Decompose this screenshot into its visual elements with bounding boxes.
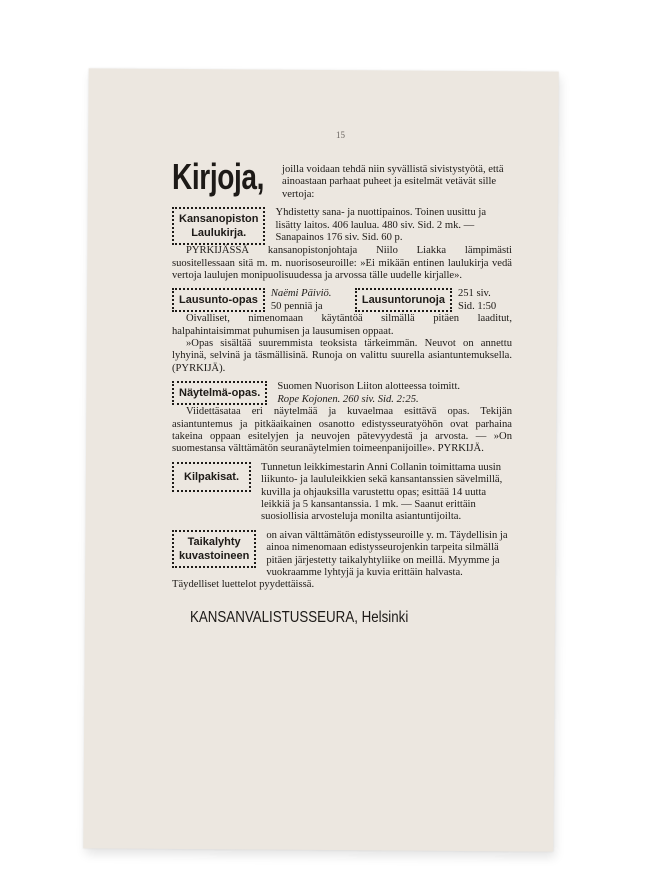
book-review: Oivalliset, nimenomaan käytäntöä silmällä pitäen laaditut, halpahintaisimmat puhumisen ja lausumisen oppaat. bbox=[172, 313, 512, 337]
book-label-line1: Kansanopiston bbox=[179, 213, 259, 226]
book-label-box: Kilpakisat. bbox=[172, 462, 251, 492]
advertisement-content bbox=[172, 158, 512, 624]
book-lausunto bbox=[172, 288, 512, 313]
book-review: Viidettäsataa eri näytelmää ja kuvaelmaa esittävä opas. Tekijän asiantuntemus ja pitkäaikainen osanotto edistysseuratyöhön ovat parhaina takeina oppaan esitelyjen ja neuvojen pätevyydestä ja arvosta. — »On suomestansa välttämätön seuranäytelmien toimeenpanijoille». PYRKIJÄ. bbox=[172, 406, 512, 455]
book-price: Sid. 1:50 bbox=[457, 300, 497, 312]
page-number: 15 bbox=[336, 130, 345, 140]
book-kansanopiston-laulukirja bbox=[172, 207, 512, 245]
page-title: Kirjoja, bbox=[172, 156, 265, 197]
book-label-box: Lausunto-opas bbox=[172, 288, 265, 312]
book-description: on aivan välttämätön edistysseuroille y. m. Täydellisin ja ainoa nimenomaan edistysseurojenkin tarpeita silmällä pitäen järjestetty taikalyhtyliike on meillä. Myymme ja vuokraamme lyhtyjä ja kuvia erittäin halvasta. bbox=[266, 529, 508, 578]
book-taikalyhty bbox=[172, 530, 512, 580]
header-text: joilla voidaan tehdä niin syvällistä sivistystyötä, että ainoastaan parhaat puheet ja esitelmät vetävät sille vertoja: bbox=[282, 164, 504, 200]
book-naytelma-opas bbox=[172, 381, 512, 406]
book-label-box: Näytelmä-opas. bbox=[172, 381, 267, 405]
book-description-line1: Suomen Nuorison Liiton alotteessa toimitt. bbox=[277, 381, 461, 393]
book-description bbox=[267, 381, 512, 406]
book-label-box: Lausuntorunoja bbox=[355, 288, 452, 312]
book-description: Tunnetun leikkimestarin Anni Collanin toimittama uusin liikunto- ja laululeikkien sekä kansantanssien sävelmillä, kuvilla ja ohjauksilla varustettu opas; esittää 14 uutta leikkiä ja 5 kansantanssia. 1 mk. — Saanut erittäin suosiollisia arvosteluja monilta asiantuntijoilta. bbox=[261, 461, 503, 523]
book-label-box bbox=[172, 530, 256, 568]
book-review: »Opas sisältää suuremmista teoksista tärkeimmän. Neuvot on annettu lyhyinä, selvinä ja täsmällisinä. Runoja on valittu suurella asiantuntemuksella. (PYRKIJÄ). bbox=[172, 338, 512, 374]
book-kilpakisat bbox=[172, 462, 512, 524]
book-pages: 251 siv. bbox=[457, 288, 491, 300]
book-author: Naëmi Päiviö. bbox=[270, 288, 332, 300]
book-review: PYRKIJÄSSÄ kansanopistonjohtaja Niilo Liakka lämpimästi suositellessaan sitä m. m. nuorisoseuroille: »Ei mikään entinen laulukirja vedä vertoja laulujen monipuolisuudessa ja arvossa tälle uudelle kirjalle». bbox=[172, 245, 512, 282]
book-pages-price bbox=[452, 288, 496, 313]
book-description: Yhdistetty sana- ja nuottipainos. Toinen uusittu ja lisätty laitos. 406 laulua. 480 siv. Sid. 2 mk. — Sanapainos 176 siv. Sid. 60 p. bbox=[275, 207, 487, 244]
book-label-line2: kuvastoineen bbox=[179, 549, 250, 562]
header bbox=[172, 158, 512, 201]
book-price: 50 penniä ja bbox=[270, 300, 323, 312]
publisher-name: KANSANVALISTUSSEURA, Helsinki bbox=[190, 608, 409, 626]
book-description-line2: Rope Kojonen. 260 siv. Sid. 2:25. bbox=[277, 393, 419, 405]
book-author-price bbox=[265, 288, 355, 313]
book-label-line2: Laulukirja. bbox=[191, 227, 247, 240]
book-label-line1: Taikalyhty bbox=[187, 535, 241, 548]
catalog-note: Täydelliset luettelot pyydettäissä. bbox=[172, 579, 315, 591]
book-label-box bbox=[172, 207, 265, 245]
